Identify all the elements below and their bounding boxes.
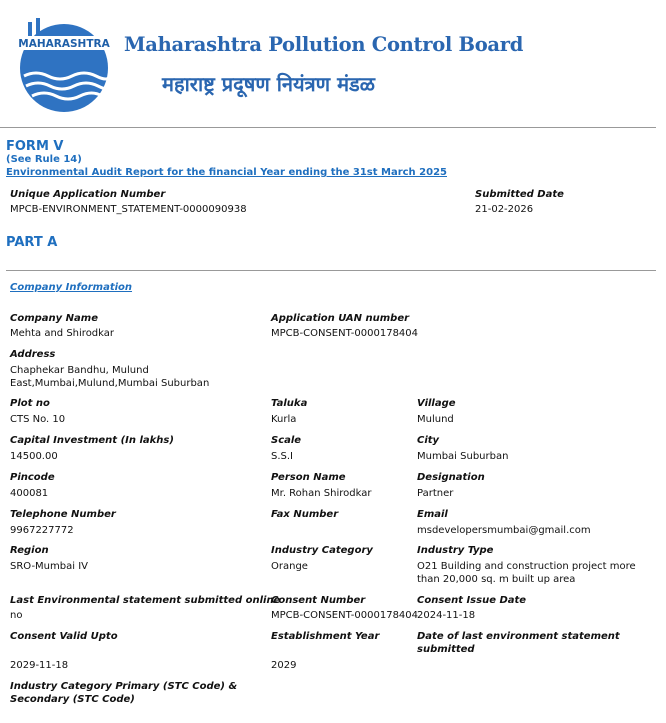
industry-category-label: Industry Category	[271, 545, 373, 556]
person-name-label: Person Name	[271, 472, 346, 483]
section-divider	[6, 270, 656, 271]
board-name-english: Maharashtra Pollution Control Board	[124, 33, 524, 56]
company-name-value: Mehta and Shirodkar	[10, 328, 115, 339]
region-value: SRO-Mumbai IV	[10, 561, 88, 572]
consent-number-label: Consent Number	[271, 595, 366, 606]
person-name-value: Mr. Rohan Shirodkar	[271, 488, 372, 499]
consent-number-value: MPCB-CONSENT-0000178404	[271, 610, 419, 621]
header-divider	[0, 127, 656, 128]
report-subtitle: Environmental Audit Report for the financial Year ending the 31st March 2025	[6, 167, 447, 178]
city-label: City	[417, 435, 440, 446]
establishment-year-value: 2029	[271, 660, 297, 671]
capital-investment-label: Capital Investment (In lakhs)	[10, 435, 174, 446]
uan-label: Unique Application Number	[10, 189, 166, 200]
city-value: Mumbai Suburban	[417, 451, 509, 462]
board-name-marathi: महाराष्ट्र प्रदूषण नियंत्रण मंडळ	[162, 72, 375, 96]
submitted-date-value: 21-02-2026	[475, 204, 534, 215]
application-uan-label: Application UAN number	[271, 313, 410, 324]
industry-type-label: Industry Type	[417, 545, 494, 556]
email-label: Email	[417, 509, 448, 520]
industry-category-value: Orange	[271, 561, 308, 572]
capital-investment-value: 14500.00	[10, 451, 58, 462]
last-env-statement-label: Last Environmental statement submitted online	[10, 595, 281, 606]
telephone-label: Telephone Number	[10, 509, 116, 520]
consent-issue-date-label: Consent Issue Date	[417, 595, 527, 606]
application-uan-value: MPCB-CONSENT-0000178404	[271, 328, 419, 339]
logo-text: MAHARASHTRA	[18, 38, 110, 50]
region-label: Region	[10, 545, 49, 556]
consent-issue-date-value: 2024-11-18	[417, 610, 476, 621]
designation-label: Designation	[417, 472, 485, 483]
industry-type-value: O21 Building and construction project more than 20,000 sq. m built up area	[417, 561, 636, 585]
submitted-date-label: Submitted Date	[475, 189, 564, 200]
taluka-label: Taluka	[271, 398, 308, 409]
part-heading: PART A	[6, 235, 58, 250]
pincode-label: Pincode	[10, 472, 55, 483]
plot-no-value: CTS No. 10	[10, 414, 66, 425]
mpcb-logo	[14, 14, 114, 114]
email-value: msdevelopersmumbai@gmail.com	[417, 525, 591, 536]
company-name-label: Company Name	[10, 313, 98, 324]
plot-no-label: Plot no	[10, 398, 50, 409]
address-value: Chaphekar Bandhu, Mulund East,Mumbai,Mulund,Mumbai Suburban	[10, 365, 210, 389]
establishment-year-label: Establishment Year	[271, 631, 380, 642]
form-title: FORM V	[6, 139, 64, 154]
date-last-env-label: Date of last environment statement submitted	[417, 631, 620, 655]
rule-reference: (See Rule 14)	[6, 154, 82, 165]
scale-value: S.S.I	[271, 451, 294, 462]
section-heading: Company Information	[10, 282, 133, 293]
taluka-value: Kurla	[271, 414, 297, 425]
telephone-value: 9967227772	[10, 525, 74, 536]
last-env-statement-value: no	[10, 610, 23, 621]
stc-code-label: Industry Category Primary (STC Code) & Secondary (STC Code)	[10, 681, 238, 705]
address-label: Address	[10, 349, 56, 360]
scale-label: Scale	[271, 435, 302, 446]
village-label: Village	[417, 398, 456, 409]
consent-valid-upto-label: Consent Valid Upto	[10, 631, 118, 642]
consent-valid-upto-value: 2029-11-18	[10, 660, 69, 671]
uan-value: MPCB-ENVIRONMENT_STATEMENT-0000090938	[10, 204, 247, 215]
fax-label: Fax Number	[271, 509, 339, 520]
designation-value: Partner	[417, 488, 454, 499]
village-value: Mulund	[417, 414, 454, 425]
pincode-value: 400081	[10, 488, 49, 499]
